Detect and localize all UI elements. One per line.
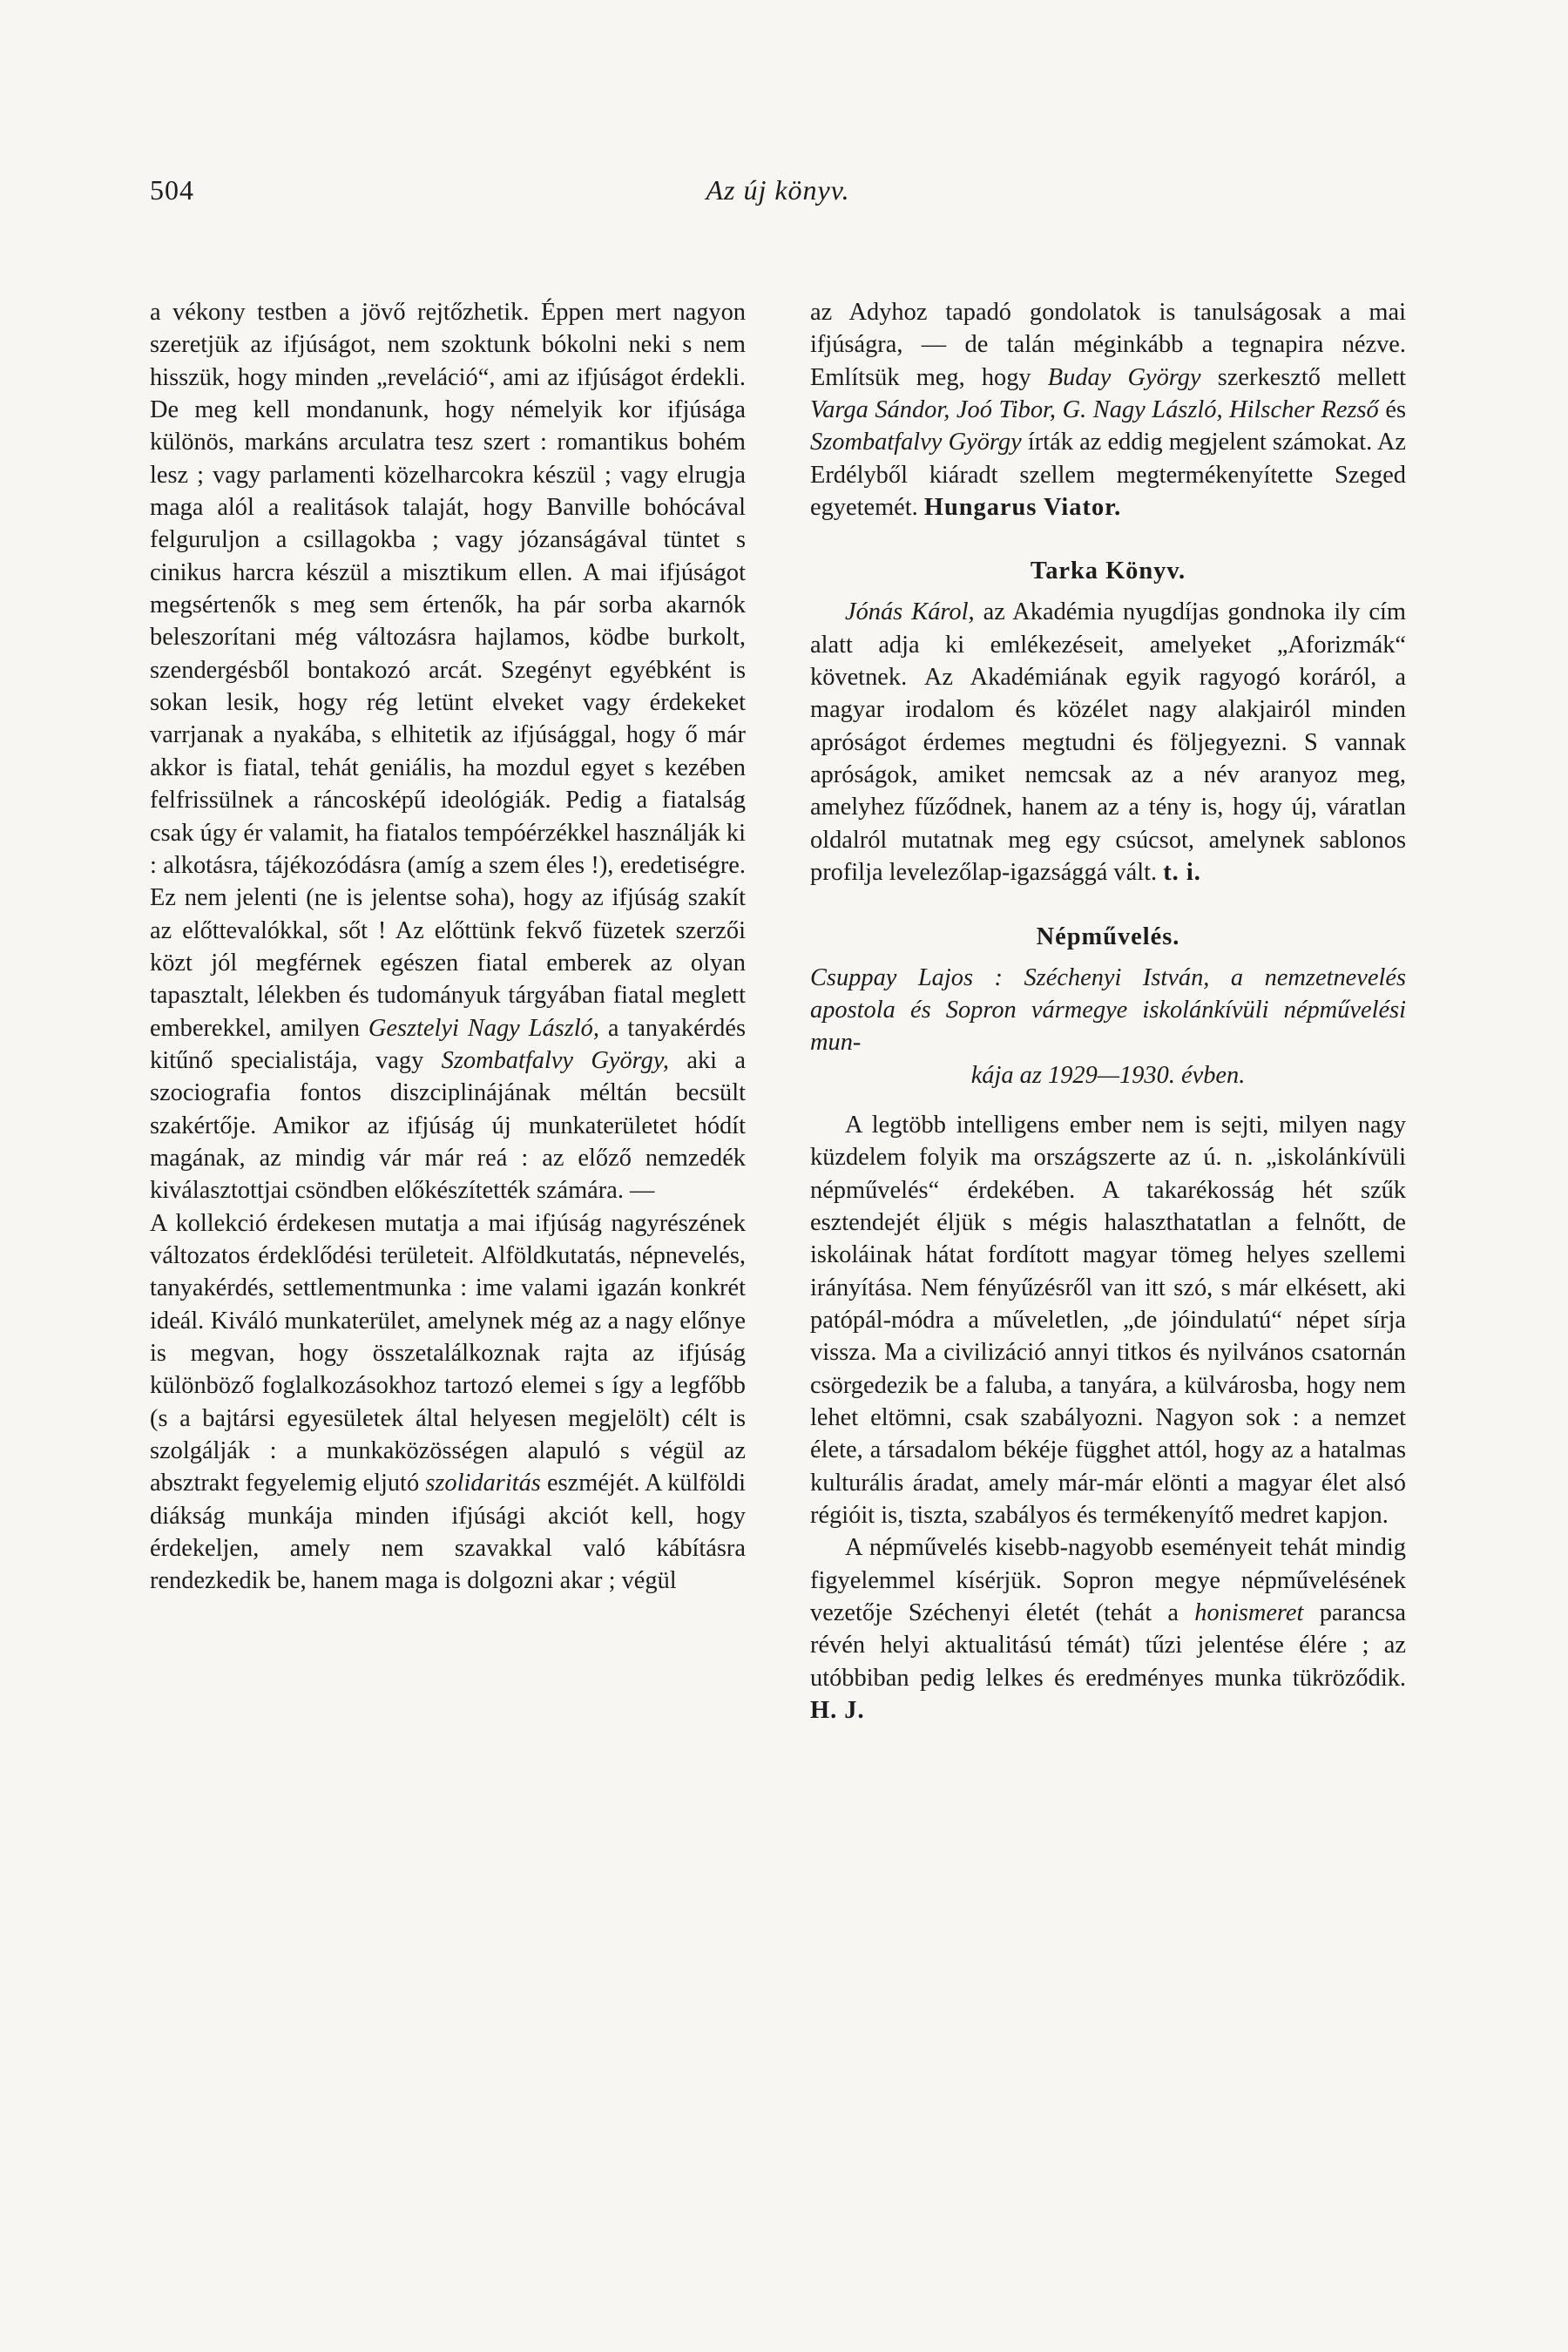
person-name: Szombatfalvy György, (441, 1046, 670, 1074)
emphasized-term: szolidaritás (425, 1470, 541, 1497)
review-reference: Csuppay Lajos : Széchenyi István, a nemzetnevelés apostola és Sopron vármegye iskolánkívüli népművelési mun- kája az 1929—1930. évben. (810, 963, 1406, 1089)
person-name: Gesztelyi Nagy László, (368, 1014, 599, 1042)
contributor-name: Szombatfalvy György (810, 429, 1022, 456)
left-paragraph-1: a vékony testben a jövő rejtőzhetik. Éppen mert nagyon szeretjük az ifjúságot, nem szoktunk bókolni neki s nem hisszük, hogy minden „reveláció“, ami az ifjúságot érdekli. De meg kell mondanunk, hogy némelyik kor ifjúsága különös, markáns arculatra tesz szert : romantikus bohém lesz ; vagy parlamenti közelharcokra készül ; vagy elrugja maga alól a realitások talaját, hogy Banville bohócával felguruljon a csillagokba ; vagy józanságával tüntet s cinikus harcra készül a misztikum ellen. A mai ifjúságot megsértenők s meg sem értenők, ha pár sorba akarnók beleszorítani még változásra hajlamos, ködbe burkolt, szendergésből bontakozó arcát. Szegényt egyébként is sokan lesik, hogy rég letünt elveket vagy érdekeket varrjanak a nyakába, s elhitetik az ifjúsággal, hogy ő már akkor is fiatal, tehát geniális, ha mozdul egyet s kezében felfrissülnek a ráncosképű ideológiák. Pedig a fiatalság csak úgy ér valamit, ha fiatalos tempóérzékkel használják ki : alkotásra, tájékozódásra (amíg a szem éles !), eredetiségre. Ez nem jelenti (ne is jelentse soha), hogy az ifjúság szakít az előttevalókkal, sőt ! Az előttünk fekvő füzetek szerzői közt jól megférnek egészen fiatal emberek az olyan tapasztalt, lélekben és tudományuk tárgyában fiatal meglett emberekkel, amilyen Gesztelyi Nagy László, a tanyakérdés kitűnő specialistája, vagy Szombatfalvy György, aki a szociografia fontos diszciplinájának méltán becsült szakértője. Amikor az ifjúság új munkaterületet hódít magának, az mindig vár már reá : az előző nemzedék kiválasztottjai csöndben előkészítették számára. — (150, 299, 746, 1205)
author-name: Jónás Károl, (845, 598, 975, 626)
signature: t. i. (1163, 859, 1201, 887)
nepmuveles-paragraph-1: A legtöbb intelligens ember nem is sejti, milyen nagy küzdelem folyik ma országszerte az ú. n. „iskolánkívüli népművelés“ érdekében. A takarékosság hét szűk esztendejét éljük s mégis halaszthatatlan a felnőtt, de iskoláinak hátat fordított magyar tömeg helyes szellemi irányítása. Nem fényűzésről van itt szó, s már elkésett, aki patópál-módra a műveletlen, „de jóindulatú“ népet sírja vissza. Ma a civilizáció annyi titkos és nyilvános csatornán csörgedezik be a faluba, a tanyára, a külvárosba, hogy nem lehet eltömni, csak szabályozni. Nagyon sok : a nemzet élete, a társadalom békéje függhet attól, hogy az a hatalmas kulturális áradat, amely már-már elönti a magyar élet alsó régióit is, tiszta, szabályos és termékenyítő medret kapjon. (810, 1111, 1406, 1529)
nepmuveles-paragraph-2: A népművelés kisebb-nagyobb eseményeit tehát mindig figyelemmel kísérjük. Sopron megye népművelésének vezetője Széchenyi életét (tehát a honismeret parancsa révén helyi aktualitású témát) tűzi jelentése élére ; az utóbbiban pedig lelkes és eredményes munka tükröződik. H. J. (810, 1534, 1406, 1725)
emphasized-term: honismeret (1194, 1599, 1304, 1627)
contributor-names: Varga Sándor, Joó Tibor, G. Nagy László, Hilscher Rezső (810, 396, 1379, 424)
signature: H. J. (810, 1697, 865, 1725)
right-paragraph-1: az Adyhoz tapadó gondolatok is tanulságosak a mai ifjúságra, — de talán méginkább a tegnapira nézve. Említsük meg, hogy Buday György szerkesztő mellett Varga Sándor, Joó Tibor, G. Nagy László, Hilscher Rezső és Szombatfalvy György írták az eddig megjelent számokat. Az Erdélyből kiáradt szellem megtermékenyítette Szeged egyetemét. Hungarus Viator. (810, 299, 1406, 522)
page-number: 504 (150, 174, 194, 206)
running-title: Az új könyv. (706, 174, 850, 206)
section-title-tarka-konyv: Tarka Könyv. (1030, 558, 1186, 585)
right-column (810, 296, 1406, 2265)
page-header (150, 174, 1406, 216)
left-column (150, 296, 746, 2265)
tarka-konyv-paragraph: Jónás Károl, az Akadémia nyugdíjas gondnoka ily cím alatt adja ki emlékezéseit, amelyeket „Aforizmák“ követnek. Az Akadémiának egyik ragyogó koráról, a magyar irodalom és közélet nagy alakjairól minden apróságot érdemes megtudni és följegyezni. S vannak apróságok, amiket nemcsak az a név aranyoz meg, amelyhez fűződnek, hanem az a tény is, hogy új, váratlan oldalról mutatnak meg egy csúcsot, amelynek sablonos profilja levelezőlap-igazsággá vált. t. i. (810, 598, 1406, 887)
left-paragraph-2: A kollekció érdekesen mutatja a mai ifjúság nagyrészének változatos érdeklődési területeit. Alföldkutatás, népnevelés, tanyakérdés, settlementmunka : ime valami igazán konkrét ideál. Kiváló munkaterület, amelynek még az a nagy előnye is megvan, hogy összetalálkoznak rajta az ifjúság különböző foglalkozásokhoz tartozó elemei s így a legfőbb (s a bajtársi egyesületek által helyesen megjelölt) célt is szolgálják : a munkaközösségen alapuló s végül az absztrakt fegyelemig eljutó szolidaritás eszméjét. A külföldi diákság munkája minden ifjúsági akciót kell, hogy érdekeljen, amely nem szavakkal való kábításra rendezkedik be, hanem maga is dolgozni akar ; végül (150, 1209, 746, 1595)
section-title-nepmuveles: Népművelés. (1036, 923, 1180, 950)
signature: Hungarus Viator. (923, 494, 1122, 522)
editor-name: Buday György (1047, 363, 1201, 391)
